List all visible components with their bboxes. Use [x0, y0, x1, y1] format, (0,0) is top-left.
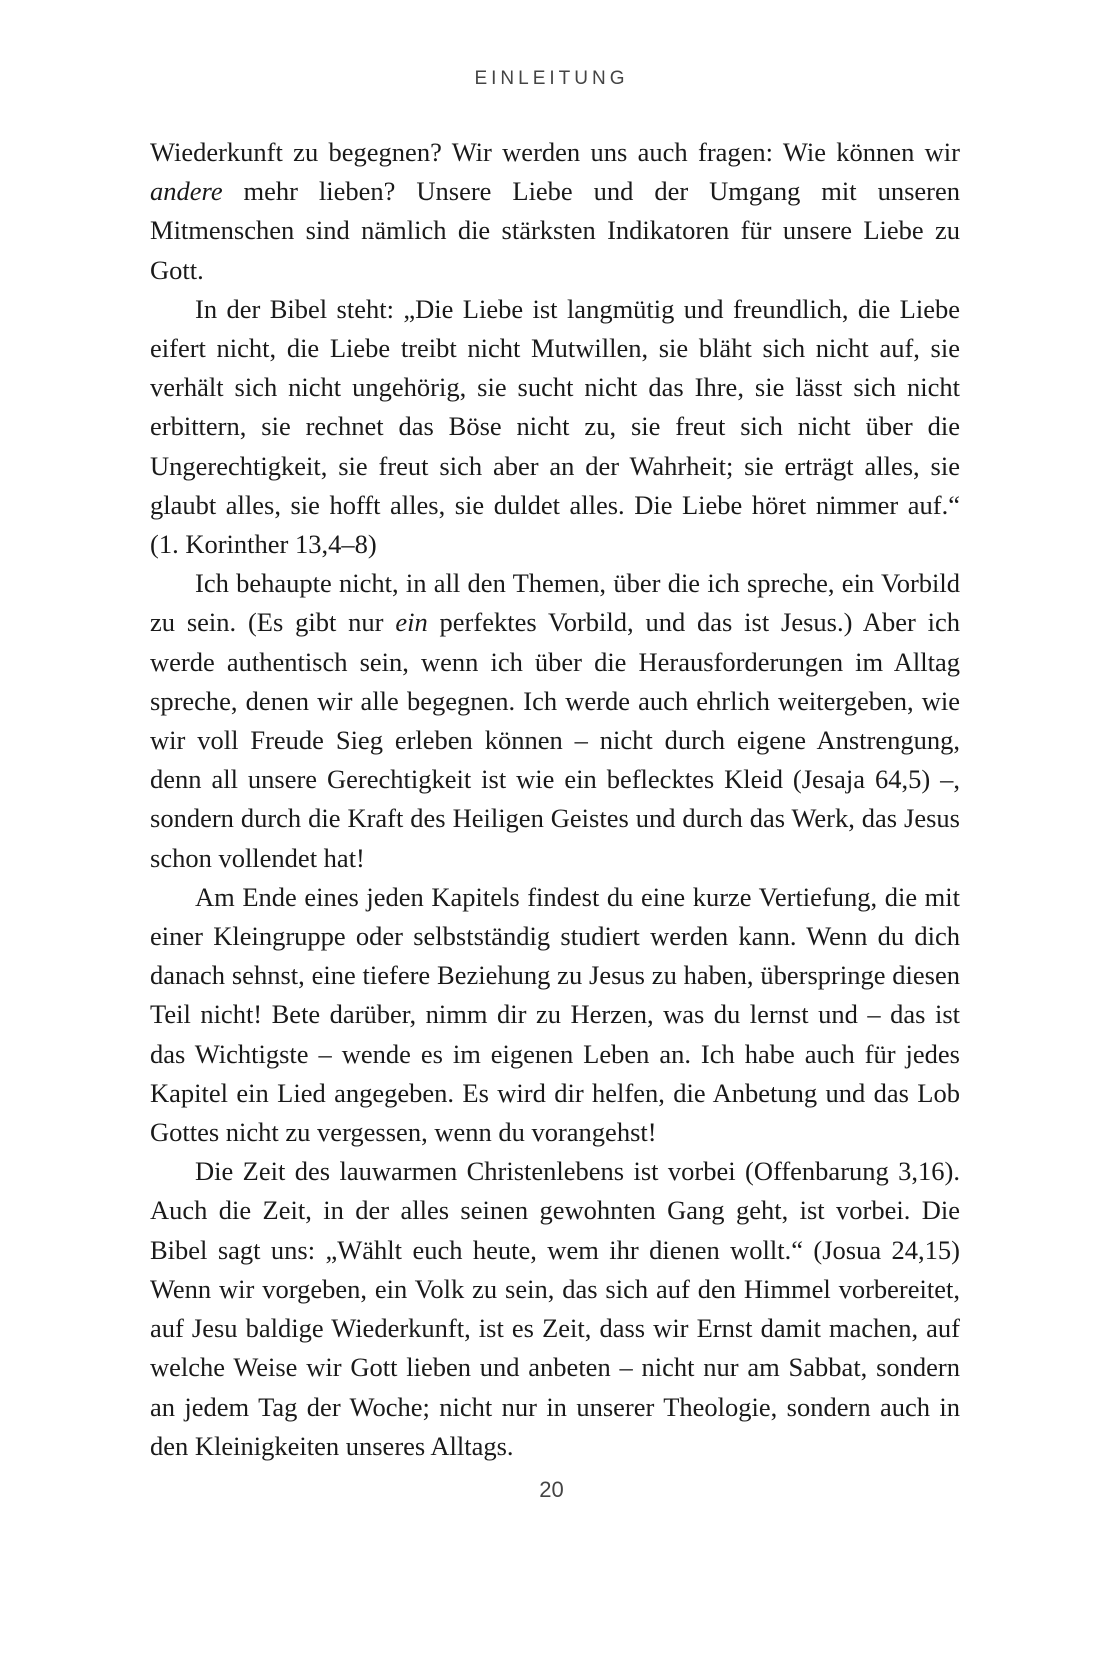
paragraph-3-text-a: Ich behaupte nicht, in all den Themen, über die ich spreche, ein Vorbild zu sein. (Es gibt nur	[150, 568, 960, 638]
paragraph-1	[150, 133, 960, 290]
paragraph-1-emphasis: andere	[150, 176, 223, 207]
running-head: EINLEITUNG	[474, 68, 629, 89]
paragraph-3-emphasis: ein	[395, 607, 428, 638]
page-number: 20	[539, 1477, 564, 1502]
paragraph-3-text-b: perfektes Vorbild, und das ist Jesus.) Aber ich werde authentisch sein, wenn ich über die Herausforderungen im Alltag spreche, denen wir alle begegnen. Ich werde auch ehrlich weitergeben, wie wir voll Freude Sieg erleben können – nicht durch eigene Anstrengung, denn all unsere Gerechtigkeit ist wie ein beflecktes Kleid (Jesaja 64,5) –, sondern durch die Kraft des Heiligen Geistes und durch das Werk, das Jesus schon vollendet hat!	[150, 607, 960, 873]
paragraph-5: Die Zeit des lauwarmen Christenlebens ist vorbei (Offenbarung 3,16). Auch die Zeit, in der alles seinen gewohnten Gang geht, ist vorbei. Die Bibel sagt uns: „Wählt euch heute, wem ihr dienen wollt.“ (Josua 24,15) Wenn wir vorgeben, ein Volk zu sein, das sich auf den Himmel vorbereitet, auf Jesu baldige Wiederkunft, ist es Zeit, dass wir Ernst damit machen, auf welche Weise wir Gott lieben und anbeten – nicht nur am Sabbat, sondern an jedem Tag der Woche; nicht nur in unserer Theologie, sondern auch in den Kleinigkeiten unseres Alltags.	[150, 1156, 960, 1461]
body-text	[150, 133, 960, 1466]
paragraph-1-text-a: Wiederkunft zu begegnen? Wir werden uns auch fragen: Wie können wir	[150, 137, 960, 167]
paragraph-2: In der Bibel steht: „Die Liebe ist langmütig und freundlich, die Liebe eifert nicht, die Liebe treibt nicht Mutwillen, sie bläht sich nicht auf, sie verhält sich nicht ungehörig, sie sucht nicht das Ihre, sie lässt sich nicht erbittern, sie rechnet das Böse nicht zu, sie freut sich nicht über die Ungerechtigkeit, sie freut sich aber an der Wahrheit; sie erträgt alles, sie glaubt alles, sie hofft alles, sie duldet alles. Die Liebe höret nimmer auf.“ (1. Korinther 13,4–8)	[150, 293, 960, 560]
paragraph-3	[150, 564, 960, 878]
paragraph-4: Am Ende eines jeden Kapitels findest du eine kurze Vertiefung, die mit einer Kleingruppe oder selbstständig studiert werden kann. Wenn du dich danach sehnst, eine tiefere Beziehung zu Jesus zu haben, überspringe diesen Teil nicht! Bete darüber, nimm dir zu Herzen, was du lernst und – das ist das Wichtigste – wende es im eigenen Leben an. Ich habe auch für jedes Kapitel ein Lied angegeben. Es wird dir helfen, die Anbetung und das Lob Gottes nicht zu vergessen, wenn du vorangehst!	[150, 881, 960, 1148]
paragraph-1-text-b: mehr lieben? Unsere Liebe und der Umgang mit unseren Mitmenschen sind nämlich die stärksten Indikatoren für unsere Liebe zu Gott.	[150, 176, 960, 285]
